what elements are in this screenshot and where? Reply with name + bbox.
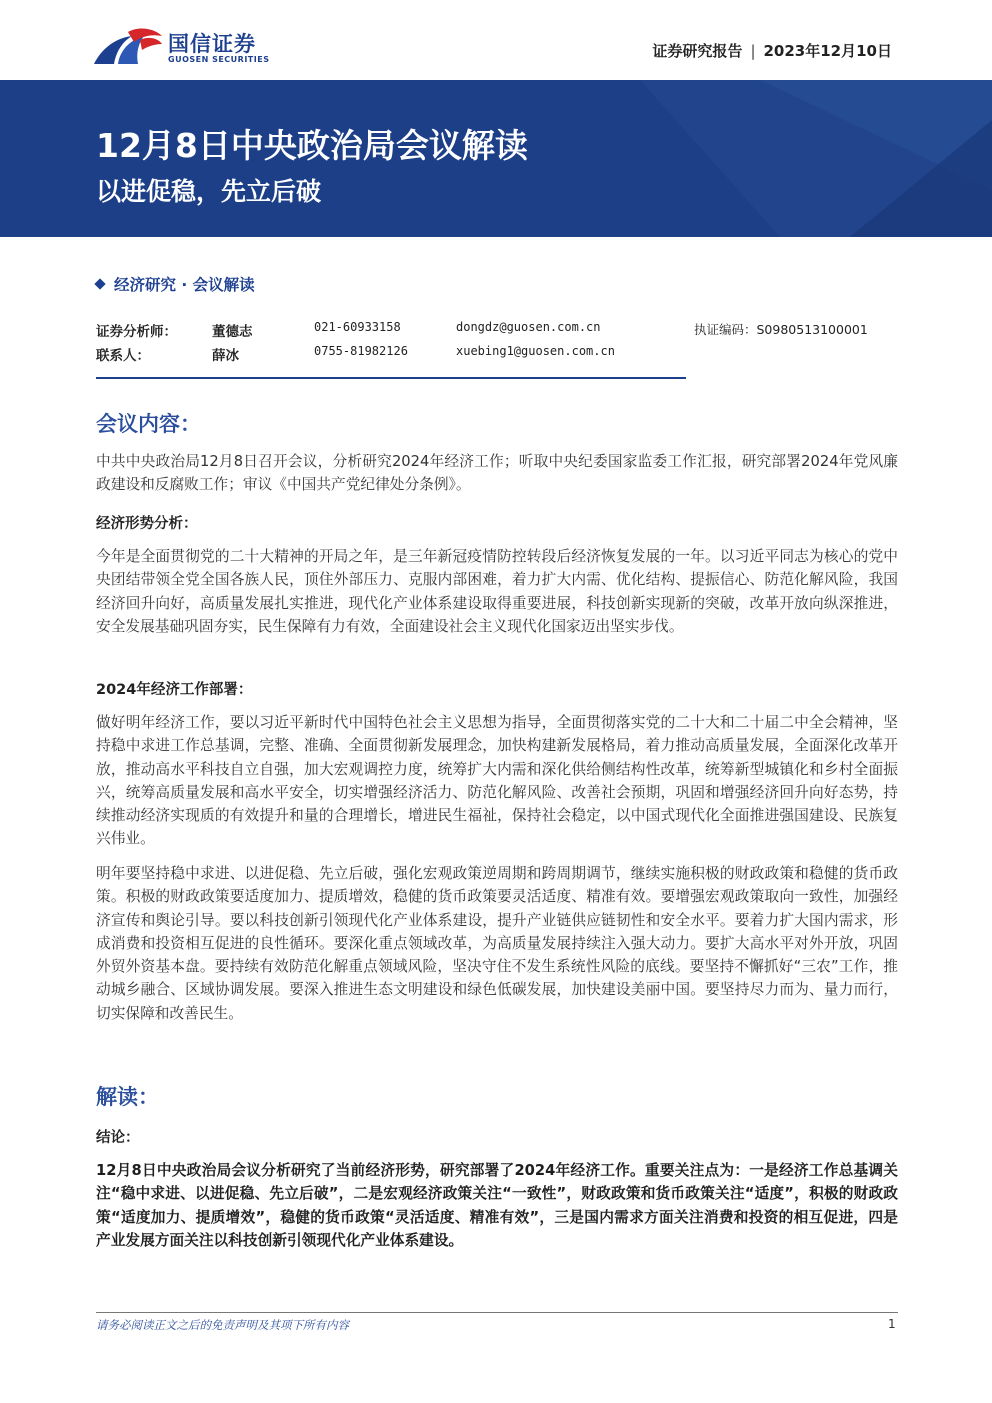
logo-text-en: GUOSEN SECURITIES [168, 55, 270, 64]
contact-role: 联系人： [96, 348, 150, 364]
contact-email[interactable]: dongdz@guosen.com.cn [456, 320, 601, 334]
subheading-conclusion: 结论： [96, 1130, 140, 1146]
title-banner [0, 80, 992, 237]
section-heading-meeting: 会议内容： [96, 412, 201, 436]
subheading-economy: 经济形势分析： [96, 516, 198, 532]
contacts-divider [96, 377, 686, 379]
conclusion-text: 12月8日中央政治局会议分析研究了当前经济形势，研究部署了2024年经济工作。重要关注点为：一是经济工作总基调关注“稳中求进、以进促稳、先立后破”，二是宏观经济政策关注“一致性”，财政政策和货币政策关注“适度”，积极的财政政策“适度加力、提质增效”，稳健的货币政策“灵活适度、精准有效”，三是国内需求方面关注消费和投资的相互促进，四是产业发展方面关注以科技创新引领现代化产业体系建设。 [96, 1162, 898, 1249]
meeting-intro: 中共中央政治局12月8日召开会议，分析研究2024年经济工作；听取中央纪委国家监委工作汇报，研究部署2024年党风廉政建设和反腐败工作；审议《中国共产党纪律处分条例》。 [96, 453, 898, 494]
footer-disclaimer: 请务必阅读正文之后的免责声明及其项下所有内容 [96, 1318, 349, 1332]
logo-text-cn: 国信证券 [168, 32, 256, 56]
header-separator: | [750, 42, 756, 60]
contact-phone: 0755-81982126 [314, 344, 408, 358]
economy-analysis-text: 今年是全面贯彻党的二十大精神的开局之年，是三年新冠疫情防控转段后经济恢复发展的一年。以习近平同志为核心的党中央团结带领全党全国各族人民，顶住外部压力、克服内部困难，着力扩大内需、优化结构、提振信心、防范化解风险，我国经济回升向好，高质量发展扎实推进，现代化产业体系建设取得重要进展，科技创新实现新的突破，改革开放向纵深推进，安全发展基础巩固夯实，民生保障有力有效，全面建设社会主义现代化国家迈出坚实步伐。 [96, 548, 898, 635]
contact-name: 薛冰 [212, 348, 239, 364]
report-subtitle: 以进促稳，先立后破 [96, 177, 322, 206]
report-title: 12月8日中央政治局会议解读 [96, 126, 528, 165]
page-number: 1 [888, 1317, 896, 1331]
guosen-logo-icon [92, 26, 164, 68]
plan-text-1: 做好明年经济工作，要以习近平新时代中国特色社会主义思想为指导，全面贯彻落实党的二十大和二十届二中全会精神，坚持稳中求进工作总基调，完整、准确、全面贯彻新发展理念，加快构建新发展格局，着力推动高质量发展，全面深化改革开放，推动高水平科技自立自强，加大宏观调控力度，统筹扩大内需和深化供给侧结构性改革，统筹新型城镇化和乡村全面振兴，统筹高质量发展和高水平安全，切实增强经济活力、防范化解风险、改善社会预期，巩固和增强经济回升向好态势，持续推动经济实现质的有效提升和量的合理增长，增进民生福祉，保持社会稳定，以中国式现代化全面推进强国建设、民族复兴伟业。 [96, 714, 898, 848]
report-category [96, 273, 255, 295]
analyst-contacts [96, 320, 896, 368]
contact-row [96, 344, 896, 364]
contact-name: 董德志 [212, 324, 253, 340]
category-label: 经济研究 · 会议解读 [114, 276, 255, 294]
report-type: 证券研究报告 [652, 42, 743, 60]
diamond-bullet-icon [94, 278, 105, 289]
page-header [0, 0, 992, 80]
contact-phone: 021-60933158 [314, 320, 401, 334]
subheading-2024-plan: 2024年经济工作部署： [96, 682, 253, 698]
contact-cert: 执证编码：S0980513100001 [694, 322, 868, 337]
footer-divider [96, 1312, 898, 1313]
contact-email[interactable]: xuebing1@guosen.com.cn [456, 344, 615, 358]
contact-row [96, 320, 896, 340]
report-meta [652, 40, 892, 61]
section-heading-interpretation: 解读： [96, 1085, 159, 1109]
contact-role: 证券分析师： [96, 324, 177, 340]
plan-text-2: 明年要坚持稳中求进、以进促稳、先立后破，强化宏观政策逆周期和跨周期调节，继续实施积极的财政政策和稳健的货币政策。积极的财政政策要适度加力、提质增效，稳健的货币政策要灵活适度、精准有效。要增强宏观政策取向一致性，加强经济宣传和舆论引导。要以科技创新引领现代化产业体系建设，提升产业链供应链韧性和安全水平。要着力扩大国内需求，形成消费和投资相互促进的良性循环。要深化重点领域改革，为高质量发展持续注入强大动力。要扩大高水平对外开放，巩固外贸外资基本盘。要持续有效防范化解重点领域风险，坚决守住不发生系统性风险的底线。要坚持不懈抓好“三农”工作，推动城乡融合、区域协调发展。要深入推进生态文明建设和绿色低碳发展，加快建设美丽中国。要坚持尽力而为、量力而行，切实保障和改善民生。 [96, 865, 898, 1022]
guosen-logo [92, 24, 272, 72]
report-date: 2023年12月10日 [763, 42, 892, 60]
